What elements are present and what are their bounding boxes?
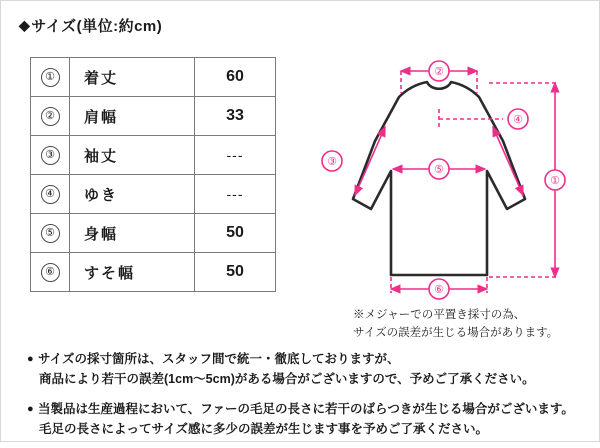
- row-marker-cell: [31, 175, 70, 214]
- marker-6: ⑥: [41, 263, 60, 282]
- table-row: [31, 58, 276, 97]
- table-row: [31, 214, 276, 253]
- note-block-2: [27, 399, 577, 440]
- diagram-marker-1-label: ①: [550, 175, 560, 187]
- table-row: [31, 253, 276, 292]
- row-value-cell: 50: [195, 214, 276, 253]
- marker-1: ①: [41, 68, 60, 87]
- note-1-text-1: サイズの採寸箇所は、スタッフ間で統一・徹底しておりますが、: [38, 352, 400, 366]
- row-label-cell: 着丈: [70, 58, 195, 97]
- note-2-line-2: 毛足の長さによってサイズ感に多少の誤差が生じます事を予めご了承ください。: [39, 421, 489, 436]
- marker-3: ③: [41, 146, 60, 165]
- table-row: [31, 136, 276, 175]
- row-marker-cell: [31, 97, 70, 136]
- row-value-cell: ---: [195, 175, 276, 214]
- row-label-cell: 袖丈: [70, 136, 195, 175]
- row-label-cell: ゆき: [70, 175, 195, 214]
- bullet-icon: ●: [27, 402, 34, 415]
- note-1-line-1: [27, 349, 577, 369]
- bullet-icon: ●: [27, 353, 34, 365]
- row-marker-cell: [31, 214, 70, 253]
- diagram-marker-2: [429, 61, 449, 81]
- row-marker-cell: [31, 253, 70, 292]
- note-2-line-1: [27, 399, 577, 419]
- diagram-note-line-1: ※メジャーでの平置き採寸の為、: [353, 309, 526, 321]
- page-title-text: サイズ(単位:約cm): [31, 18, 163, 35]
- size-table: [30, 57, 276, 292]
- diagram-marker-2-label: ②: [434, 66, 444, 78]
- note-2-text-1: 当製品は生産過程において、ファーの毛足の長さに若干のばらつきが生じる場合がございます。: [38, 401, 574, 416]
- row-label-cell: 肩幅: [70, 97, 195, 136]
- diagram-marker-4-label: ④: [513, 114, 523, 126]
- marker-5: ⑤: [41, 224, 60, 243]
- marker-4: ④: [41, 185, 60, 204]
- diagram-marker-3-label: ③: [327, 156, 337, 168]
- diagram-marker-1: [545, 170, 565, 190]
- row-marker-cell: [31, 136, 70, 175]
- diagram-note: [353, 307, 558, 343]
- diagram-marker-6: [429, 279, 449, 299]
- table-row: [31, 97, 276, 136]
- row-value-cell: ---: [195, 136, 276, 175]
- diamond-icon: ◆: [19, 17, 31, 33]
- diagram-marker-4: [508, 109, 528, 129]
- row-value-cell: 60: [195, 58, 276, 97]
- note-block-1: [27, 349, 577, 390]
- diagram-marker-5: [429, 159, 449, 179]
- row-label-cell: すそ幅: [70, 253, 195, 292]
- note-1-line-2: 商品により若干の誤差(1cm～5cm)がある場合がございますので、予めご了承ください。: [39, 372, 535, 387]
- marker-2: ②: [41, 107, 60, 126]
- row-value-cell: 50: [195, 253, 276, 292]
- garment-diagram: [289, 49, 589, 307]
- row-value-cell: 33: [195, 97, 276, 136]
- diagram-note-line-2: サイズの誤差が生じる場合があります。: [353, 326, 559, 339]
- diagram-marker-5-label: ⑤: [434, 164, 444, 176]
- row-label-cell: 身幅: [70, 214, 195, 253]
- table-row: [31, 175, 276, 214]
- footer-notes: [27, 349, 577, 448]
- row-marker-cell: [31, 58, 70, 97]
- diagram-marker-3: [322, 151, 342, 171]
- page-title: [19, 15, 162, 36]
- diagram-marker-6-label: ⑥: [434, 284, 444, 296]
